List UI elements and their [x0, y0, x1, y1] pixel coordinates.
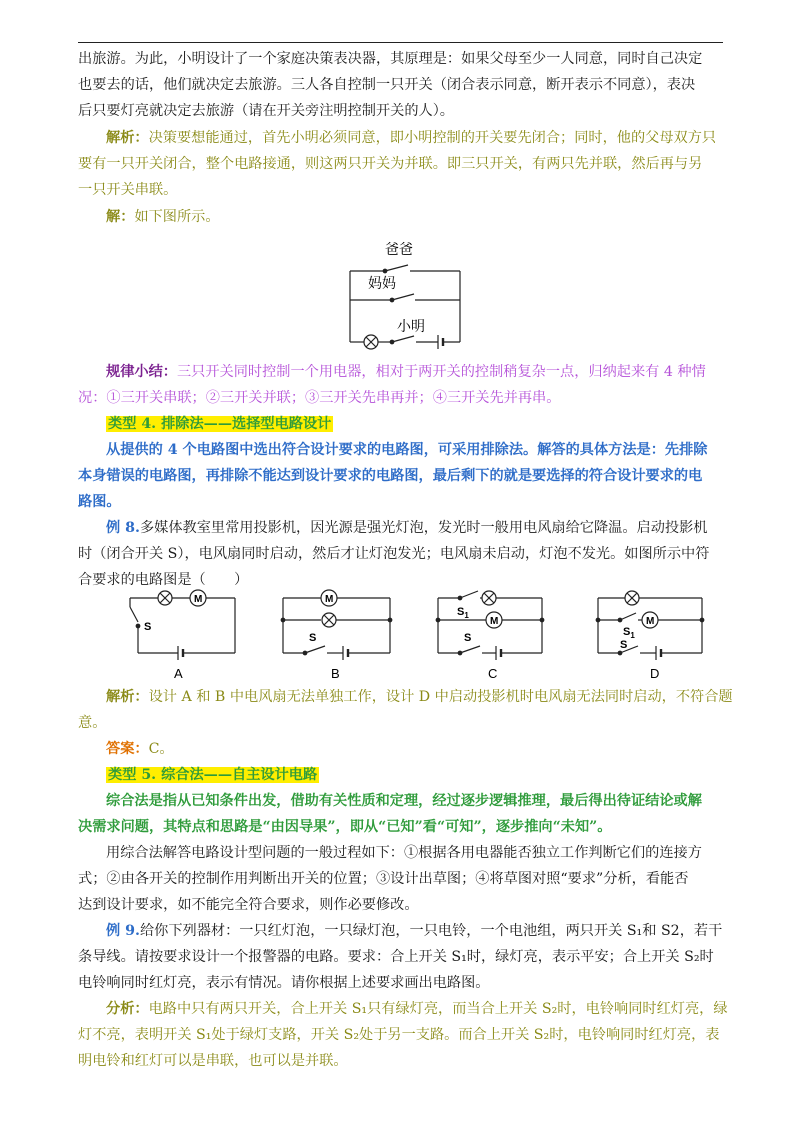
analysis3-label: 分析： [106, 1001, 149, 1017]
example9-text: 给你下列器材：一只红灯泡，一只绿灯泡，一只电铃，一个电池组，两只开关 S₁和 S2，若干 [139, 923, 723, 939]
type4-line-3: 路图。 [78, 494, 121, 510]
circuit-option-a [120, 582, 250, 682]
method-line-1: 用综合法解答电路设计型问题的一般过程如下：①根据各用电器能否独立工作判断它们的连接方 [106, 845, 702, 861]
analysis2-label: 解析： [106, 689, 149, 705]
example9-line-2: 条导线。请按要求设计一个报警器的电路。要求：合上开关 S₁时，绿灯亮，表示平安；合上开关 S₂时 [78, 949, 714, 965]
example9-label: 例 9. [106, 923, 140, 939]
motor-d-label: M [646, 616, 655, 627]
type4-heading-line [106, 414, 333, 434]
switch-s1-d-label [623, 626, 635, 640]
motor-b-label: M [325, 594, 334, 605]
solution-label: 解： [106, 209, 135, 225]
type5-heading-line [106, 765, 319, 785]
switch-d-label: S [620, 639, 628, 651]
solution1-line [106, 207, 220, 227]
header-rule [78, 42, 723, 43]
example9-line-1 [106, 921, 722, 941]
type5-line-1: 综合法是指从已知条件出发，借助有关性质和定理，经过逐步逻辑推理，最后得出待证结论或解 [106, 793, 702, 809]
answer-label: 答案： [106, 741, 149, 757]
analysis3-line-3: 明电铃和红灯可以是串联，也可以是并联。 [78, 1053, 348, 1069]
dad-label: 爸爸 [385, 241, 413, 257]
option-c-label: C [488, 666, 498, 681]
switch-b-label: S [309, 632, 317, 644]
answer-text: C。 [148, 741, 174, 757]
example8-text: 多媒体教室里常用投影机，因光源是强光灯泡，发光时一般用电风扇给它降温。启动投影机 [139, 520, 708, 536]
option-b-label: B [331, 666, 340, 681]
analysis1-line-3: 一只开关串联。 [78, 182, 178, 198]
rule-summary-line-2: 况：①三开关串联；②三开关并联；③三开关先串再并；④三开关先并再串。 [78, 390, 561, 406]
analysis3-line-2: 灯不亮，表明开关 S₁处于绿灯支路，开关 S₂处于另一支路。而合上开关 S₂时，电铃响同时红灯亮，表 [78, 1027, 720, 1043]
switch-c-label: S [464, 632, 472, 644]
switch-s1-c-label [457, 606, 469, 620]
type5-line-2: 决需求问题，其特点和思路是“由因导果”，即从“已知”看“可知”，逐步推向“未知”。 [78, 819, 612, 835]
type4-heading: 类型 4. 排除法——选择型电路设计 [108, 416, 332, 432]
analysis3-line-1 [106, 999, 728, 1019]
example9-line-3: 电铃响同时红灯亮，表示有情况。请你根据上述要求画出电路图。 [78, 975, 490, 991]
option-a-label: A [174, 666, 183, 681]
example8-label: 例 8. [106, 520, 140, 536]
circuit-option-d [590, 582, 720, 682]
analysis2-line-1 [106, 687, 733, 707]
intro-line-2: 也要去的话，他们就决定去旅游。三人各自控制一只开关（闭合表示同意，断开表示不同意），表决 [78, 77, 696, 93]
example8-line-3: 合要求的电路图是（ ） [78, 572, 249, 588]
ming-label: 小明 [397, 318, 425, 334]
example8-line-1 [106, 518, 707, 538]
type4-line-1: 从提供的 4 个电路图中选出符合设计要求的电路图，可采用排除法。解答的具体方法是：先排除 [106, 442, 708, 458]
rule-summary-line-1 [106, 362, 706, 382]
motor-a-label: M [194, 594, 203, 605]
intro-line-1: 出旅游。为此，小明设计了一个家庭决策表决器，其原理是：如果父母至少一人同意，同时自己决定 [78, 51, 703, 67]
motor-c-label: M [490, 616, 499, 627]
switch-s1-c-sub: 1 [464, 611, 469, 620]
mom-label: 妈妈 [368, 275, 396, 291]
solution-text: 如下图所示。 [134, 209, 220, 225]
circuit-diagram-1 [340, 238, 470, 360]
analysis3-text: 电路中只有两只开关，合上开关 S₁只有绿灯亮，而当合上开关 S₂时，电铃响同时红灯亮，绿 [148, 1001, 728, 1017]
answer-line [106, 739, 174, 759]
circuit-option-b [275, 582, 405, 682]
example8-line-2: 时（闭合开关 S），电风扇同时启动，然后才让灯泡发光；电风扇未启动，灯泡不发光。如图所示中符 [78, 546, 710, 562]
method-line-2: 式；②由各开关的控制作用判断出开关的位置；③设计出草图；④将草图对照“要求”分析，看能否 [78, 871, 689, 887]
type4-line-2: 本身错误的电路图，再排除不能达到设计要求的电路图，最后剩下的就是要选择的符合设计要求的电 [78, 468, 703, 484]
analysis1-line-1 [106, 128, 716, 148]
analysis1-text: 决策要想能通过，首先小明必须同意，即小明控制的开关要先闭合；同时，他的父母双方只 [148, 130, 717, 146]
switch-s1-d-letter: S [623, 626, 631, 638]
analysis2-line-2: 意。 [78, 715, 107, 731]
switch-s1-d-sub: 1 [630, 631, 635, 640]
rule-summary-label: 规律小结： [106, 364, 177, 380]
option-d-label: D [650, 666, 660, 681]
circuit-option-c [430, 582, 560, 682]
switch-s1-c-letter: S [457, 606, 465, 618]
rule-summary-text: 三只开关同时控制一个用电器，相对于两开关的控制稍复杂一点，归纳起来有 4 种情 [176, 364, 706, 380]
switch-a-label: S [144, 621, 152, 633]
type5-heading: 类型 5. 综合法——自主设计电路 [108, 767, 318, 783]
analysis1-line-2: 要有一只开关闭合，整个电路接通，则这两只开关为并联。即三只开关，有两只先并联，然后再与另 [78, 156, 703, 172]
method-line-3: 达到设计要求，如不能完全符合要求，则作必要修改。 [78, 897, 419, 913]
analysis2-text: 设计 A 和 B 中电风扇无法单独工作，设计 D 中启动投影机时电风扇无法同时启动，不符合题 [148, 689, 733, 705]
intro-line-3: 后只要灯亮就决定去旅游（请在开关旁注明控制开关的人）。 [78, 103, 454, 119]
analysis-label: 解析： [106, 130, 149, 146]
